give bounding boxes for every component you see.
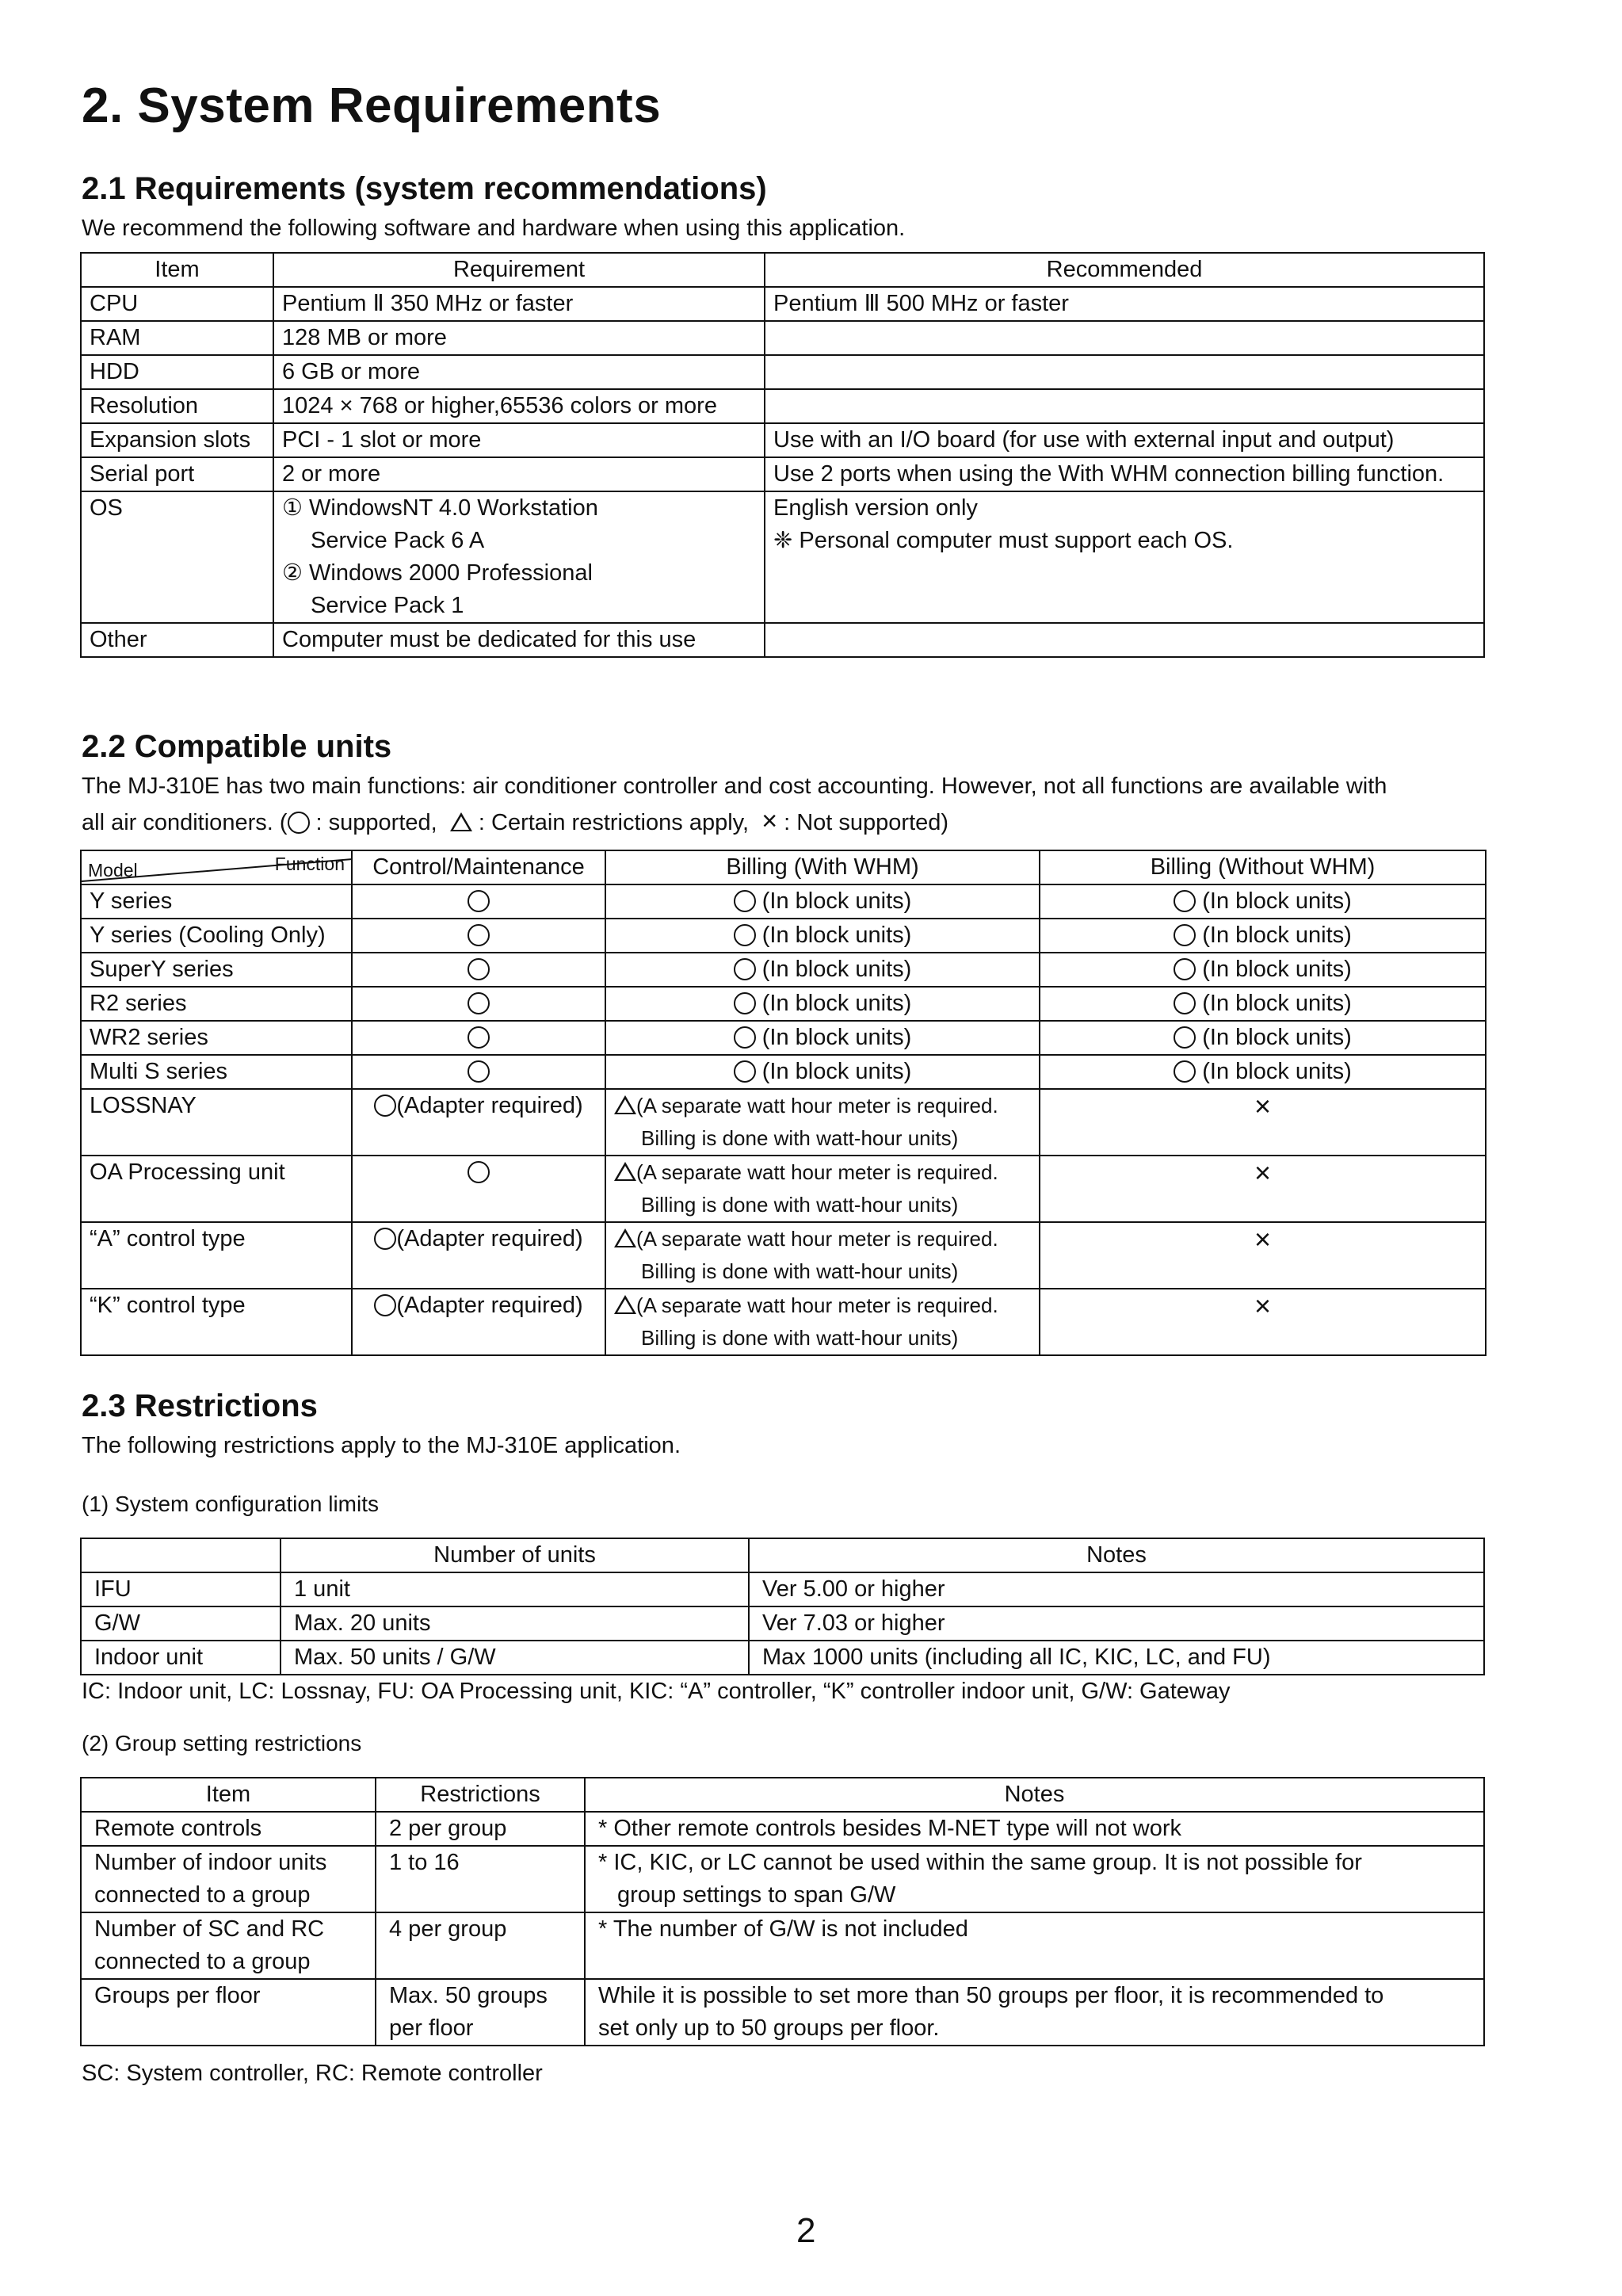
cell-model: “K” control type: [81, 1289, 352, 1355]
cell-item: CPU: [81, 287, 273, 321]
cell-text: (A separate watt hour meter is required.: [636, 1160, 998, 1184]
table-row: [81, 1055, 1486, 1089]
cell-notes: Max 1000 units (including all IC, KIC, LC, and FU): [749, 1641, 1484, 1675]
requirements-table: [80, 252, 1485, 658]
cell-text: Number of indoor units: [94, 1850, 327, 1875]
cell-notes: Ver 7.03 or higher: [749, 1606, 1484, 1641]
cell-billing-no-whm: [1040, 919, 1486, 953]
circle-icon: [734, 992, 756, 1014]
cell-text: * IC, KIC, or LC cannot be used within the same group. It is not possible for: [598, 1850, 1362, 1875]
cross-icon: ×: [1254, 1289, 1272, 1322]
circle-icon: [468, 924, 490, 946]
table-row: [81, 389, 1484, 423]
section-heading-2-3: 2.3 Restrictions: [82, 1389, 318, 1423]
cell-text: (In block units): [761, 957, 912, 982]
cell-text: (In block units): [761, 923, 912, 948]
cell-text: (A separate watt hour meter is required.: [636, 1094, 998, 1117]
cell-text: Groups per floor: [94, 1983, 261, 2008]
cell-model: LOSSNAY: [81, 1089, 352, 1156]
circle-icon: [374, 1294, 396, 1316]
table-row: [81, 1641, 1484, 1675]
cell-requirement: [273, 491, 765, 623]
circle-icon: [1174, 958, 1196, 980]
table-row: [81, 1812, 1484, 1846]
triangle-icon: [614, 1228, 636, 1247]
table-row: [81, 1846, 1484, 1912]
cell-requirement: 128 MB or more: [273, 321, 765, 355]
cell-text: * The number of G/W is not included: [598, 1916, 968, 1942]
cell-text: (In block units): [761, 1025, 912, 1050]
compatible-units-table: [80, 850, 1487, 1356]
cell-billing-whm: [605, 1055, 1040, 1089]
column-header: Item: [81, 253, 273, 287]
cell-text: (Adapter required): [396, 1093, 583, 1118]
circle-icon: [734, 924, 756, 946]
cell-text: per floor: [389, 2015, 474, 2041]
compatible-units-body: [81, 884, 1486, 1355]
cell-units: Max. 50 units / G/W: [281, 1641, 749, 1675]
os-option-2: ② Windows 2000 Professional: [282, 560, 593, 586]
cell-control: [352, 1055, 605, 1089]
cell-recommended: Pentium Ⅲ 500 MHz or faster: [765, 287, 1484, 321]
cell-billing-no-whm: [1040, 884, 1486, 919]
table-header-row: [81, 850, 1486, 884]
cell-model: R2 series: [81, 987, 352, 1021]
table-row: [81, 457, 1484, 491]
cell-control: [352, 919, 605, 953]
cell-recommended: [765, 355, 1484, 389]
circle-icon: [734, 958, 756, 980]
cell-text: Billing is done with watt-hour units): [641, 1326, 959, 1350]
section-heading-2-1: 2.1 Requirements (system recommendations): [82, 171, 767, 206]
table-row: [81, 987, 1486, 1021]
cell-requirement: Pentium Ⅱ 350 MHz or faster: [273, 287, 765, 321]
table-row: [81, 1979, 1484, 2046]
cell-billing-whm: [605, 1089, 1040, 1156]
circle-icon: [374, 1228, 396, 1250]
cell-recommended: [765, 321, 1484, 355]
cell-item: Indoor unit: [81, 1641, 281, 1675]
subsection-1-title: (1) System configuration limits: [82, 1492, 380, 1516]
cell-text: 4 per group: [389, 1916, 507, 1942]
os-note-2: ❈ Personal computer must support each OS.: [773, 528, 1234, 553]
table-row: [81, 1912, 1484, 1979]
cell-billing-whm: [605, 1222, 1040, 1289]
model-label: Model: [88, 860, 138, 881]
cell-text: Max. 50 groups: [389, 1983, 548, 2008]
table-row: [81, 1089, 1486, 1156]
cell-text: While it is possible to set more than 50 groups per floor, it is recommended to: [598, 1983, 1384, 2008]
cell-text: Billing is done with watt-hour units): [641, 1259, 959, 1283]
cell-notes: [585, 1979, 1484, 2046]
circle-icon: [1174, 1060, 1196, 1083]
cell-recommended: Use with an I/O board (for use with external input and output): [765, 423, 1484, 457]
table-row: [81, 953, 1486, 987]
cell-text: Remote controls: [94, 1816, 262, 1841]
cell-billing-no-whm: [1040, 987, 1486, 1021]
cell-requirement: PCI - 1 slot or more: [273, 423, 765, 457]
cell-text: (In block units): [1202, 923, 1352, 948]
cell-item: Resolution: [81, 389, 273, 423]
legend-2: SC: System controller, RC: Remote controller: [82, 2061, 543, 2086]
cell-text: * Other remote controls besides M-NET type will not work: [598, 1816, 1182, 1841]
section-heading-2-2: 2.2 Compatible units: [82, 729, 392, 764]
intro-line-2: [82, 804, 1508, 840]
cell-billing-whm: [605, 1156, 1040, 1222]
intro-text: : Not supported): [777, 810, 949, 835]
cell-item: [81, 1979, 376, 2046]
intro-line-1: The MJ-310E has two main functions: air conditioner controller and cost accounting. However, not all functions are available with: [82, 774, 1387, 799]
cell-text: connected to a group: [94, 1949, 311, 1974]
table-row: [81, 1572, 1484, 1606]
circle-icon: [1174, 992, 1196, 1014]
cell-requirement: 6 GB or more: [273, 355, 765, 389]
section-intro-2-1: We recommend the following software and hardware when using this application.: [82, 216, 906, 241]
cell-model: Y series: [81, 884, 352, 919]
triangle-icon: [450, 812, 472, 831]
table-row: [81, 491, 1484, 623]
column-header: Recommended: [765, 253, 1484, 287]
circle-icon: [734, 1026, 756, 1049]
column-header: Control/Maintenance: [352, 850, 605, 884]
cell-billing-whm: [605, 987, 1040, 1021]
cell-control: [352, 1222, 605, 1289]
cell-billing-no-whm: [1040, 1021, 1486, 1055]
cross-icon: ×: [1254, 1090, 1272, 1122]
table-row: [81, 884, 1486, 919]
cell-billing-whm: [605, 1289, 1040, 1355]
cell-billing-no-whm: [1040, 1055, 1486, 1089]
table-row: [81, 287, 1484, 321]
cell-restriction: [376, 1912, 585, 1979]
circle-icon: [734, 1060, 756, 1083]
cell-text: (In block units): [1202, 888, 1352, 914]
table-row: [81, 1606, 1484, 1641]
cell-model: OA Processing unit: [81, 1156, 352, 1222]
cell-text: (In block units): [1202, 957, 1352, 982]
cell-billing-no-whm: [1040, 1089, 1486, 1156]
table-header-row: [81, 1778, 1484, 1812]
cell-restriction: [376, 1846, 585, 1912]
cell-control: [352, 953, 605, 987]
table-row: [81, 355, 1484, 389]
table-header-row: [81, 1538, 1484, 1572]
system-config-table: [80, 1538, 1485, 1675]
circle-icon: [468, 1026, 490, 1049]
model-function-header: [81, 850, 352, 884]
column-header: Restrictions: [376, 1778, 585, 1812]
cell-text: set only up to 50 groups per floor.: [598, 2015, 940, 2041]
cell-item: G/W: [81, 1606, 281, 1641]
cell-model: Multi S series: [81, 1055, 352, 1089]
cell-model: “A” control type: [81, 1222, 352, 1289]
cell-billing-whm: [605, 1021, 1040, 1055]
cell-control: [352, 1089, 605, 1156]
cell-control: [352, 1156, 605, 1222]
cell-item: RAM: [81, 321, 273, 355]
cross-icon: ×: [761, 806, 778, 836]
cell-text: (A separate watt hour meter is required.: [636, 1293, 998, 1317]
circle-icon: [468, 890, 490, 912]
column-header: Notes: [585, 1778, 1484, 1812]
table-row: [81, 321, 1484, 355]
cell-item: Serial port: [81, 457, 273, 491]
cell-text: Number of SC and RC: [94, 1916, 325, 1942]
cell-text: (In block units): [761, 1059, 912, 1084]
table-header-row: [81, 253, 1484, 287]
cell-recommended: [765, 389, 1484, 423]
table-row: [81, 1156, 1486, 1222]
column-header: [81, 1538, 281, 1572]
page-title: 2. System Requirements: [82, 78, 662, 133]
cell-control: [352, 884, 605, 919]
column-header: Billing (With WHM): [605, 850, 1040, 884]
cell-restriction: [376, 1812, 585, 1846]
cell-item: IFU: [81, 1572, 281, 1606]
cell-item: Expansion slots: [81, 423, 273, 457]
intro-text: : Certain restrictions apply,: [471, 810, 750, 835]
cell-text: connected to a group: [94, 1882, 311, 1908]
intro-text: : supported,: [309, 810, 437, 835]
cell-text: Billing is done with watt-hour units): [641, 1126, 959, 1150]
cell-notes: Ver 5.00 or higher: [749, 1572, 1484, 1606]
os-note: English version only: [773, 495, 978, 521]
cell-billing-whm: [605, 953, 1040, 987]
cell-model: Y series (Cooling Only): [81, 919, 352, 953]
cell-recommended: [765, 491, 1484, 623]
circle-icon: [468, 1161, 490, 1183]
cell-recommended: [765, 623, 1484, 657]
cell-item: Other: [81, 623, 273, 657]
cell-requirement: Computer must be dedicated for this use: [273, 623, 765, 657]
circle-icon: [468, 1060, 490, 1083]
circle-icon: [1174, 924, 1196, 946]
cell-item: HDD: [81, 355, 273, 389]
column-header: Billing (Without WHM): [1040, 850, 1486, 884]
cell-text: (In block units): [1202, 991, 1352, 1016]
os-option-1: ① WindowsNT 4.0 Workstation: [282, 495, 598, 521]
cell-text: (In block units): [1202, 1059, 1352, 1084]
circle-icon: [468, 992, 490, 1014]
table-row: [81, 1289, 1486, 1355]
cell-text: (In block units): [761, 888, 912, 914]
cell-billing-no-whm: [1040, 1222, 1486, 1289]
cell-text: (A separate watt hour meter is required.: [636, 1227, 998, 1251]
cell-units: Max. 20 units: [281, 1606, 749, 1641]
cell-notes: [585, 1812, 1484, 1846]
cell-item: [81, 1846, 376, 1912]
column-header: Requirement: [273, 253, 765, 287]
cell-requirement: 1024 × 768 or higher,65536 colors or more: [273, 389, 765, 423]
cell-control: [352, 987, 605, 1021]
cell-text: 1 to 16: [389, 1850, 460, 1875]
table-row: [81, 1222, 1486, 1289]
cell-billing-whm: [605, 919, 1040, 953]
circle-icon: [468, 958, 490, 980]
circle-icon: [374, 1095, 396, 1117]
triangle-icon: [614, 1095, 636, 1114]
section-intro-2-3: The following restrictions apply to the MJ-310E application.: [82, 1433, 681, 1458]
cell-requirement: 2 or more: [273, 457, 765, 491]
cell-billing-whm: [605, 884, 1040, 919]
triangle-icon: [614, 1295, 636, 1314]
circle-icon: [1174, 1026, 1196, 1049]
intro-text: all air conditioners. (: [82, 810, 288, 835]
column-header: Notes: [749, 1538, 1484, 1572]
function-label: Function: [274, 854, 345, 874]
cell-notes: [585, 1846, 1484, 1912]
cell-item: [81, 1812, 376, 1846]
column-header: Number of units: [281, 1538, 749, 1572]
cell-text: (Adapter required): [396, 1293, 583, 1318]
cell-item: [81, 1912, 376, 1979]
cross-icon: ×: [1254, 1223, 1272, 1255]
cell-text: 2 per group: [389, 1816, 507, 1841]
cell-billing-no-whm: [1040, 953, 1486, 987]
triangle-icon: [614, 1162, 636, 1181]
circle-icon: [1174, 890, 1196, 912]
cell-text: group settings to span G/W: [617, 1882, 896, 1908]
cell-control: [352, 1289, 605, 1355]
cell-text: (In block units): [761, 991, 912, 1016]
cell-text: (In block units): [1202, 1025, 1352, 1050]
os-option-2-sp: Service Pack 1: [311, 593, 464, 618]
circle-icon: [288, 812, 310, 834]
cell-control: [352, 1021, 605, 1055]
table-row: [81, 1021, 1486, 1055]
cell-text: (Adapter required): [396, 1226, 583, 1251]
circle-icon: [734, 890, 756, 912]
column-header: Item: [81, 1778, 376, 1812]
os-option-1-sp: Service Pack 6 A: [311, 528, 485, 553]
cell-notes: [585, 1912, 1484, 1979]
cell-recommended: Use 2 ports when using the With WHM connection billing function.: [765, 457, 1484, 491]
section-intro-2-2: [82, 769, 1508, 840]
table-row: [81, 423, 1484, 457]
table-row: [81, 919, 1486, 953]
legend-1: IC: Indoor unit, LC: Lossnay, FU: OA Processing unit, KIC: “A” controller, “K” controller indoor unit, G/W: Gateway: [82, 1679, 1231, 1704]
cell-model: WR2 series: [81, 1021, 352, 1055]
subsection-2-title: (2) Group setting restrictions: [82, 1731, 362, 1755]
cell-units: 1 unit: [281, 1572, 749, 1606]
cell-model: SuperY series: [81, 953, 352, 987]
cell-billing-no-whm: [1040, 1289, 1486, 1355]
cross-icon: ×: [1254, 1156, 1272, 1189]
cell-item: OS: [81, 491, 273, 623]
cell-billing-no-whm: [1040, 1156, 1486, 1222]
group-settings-table: [80, 1777, 1485, 2046]
cell-restriction: [376, 1979, 585, 2046]
table-row: [81, 623, 1484, 657]
cell-text: Billing is done with watt-hour units): [641, 1193, 959, 1217]
page-number: 2: [796, 2211, 816, 2250]
